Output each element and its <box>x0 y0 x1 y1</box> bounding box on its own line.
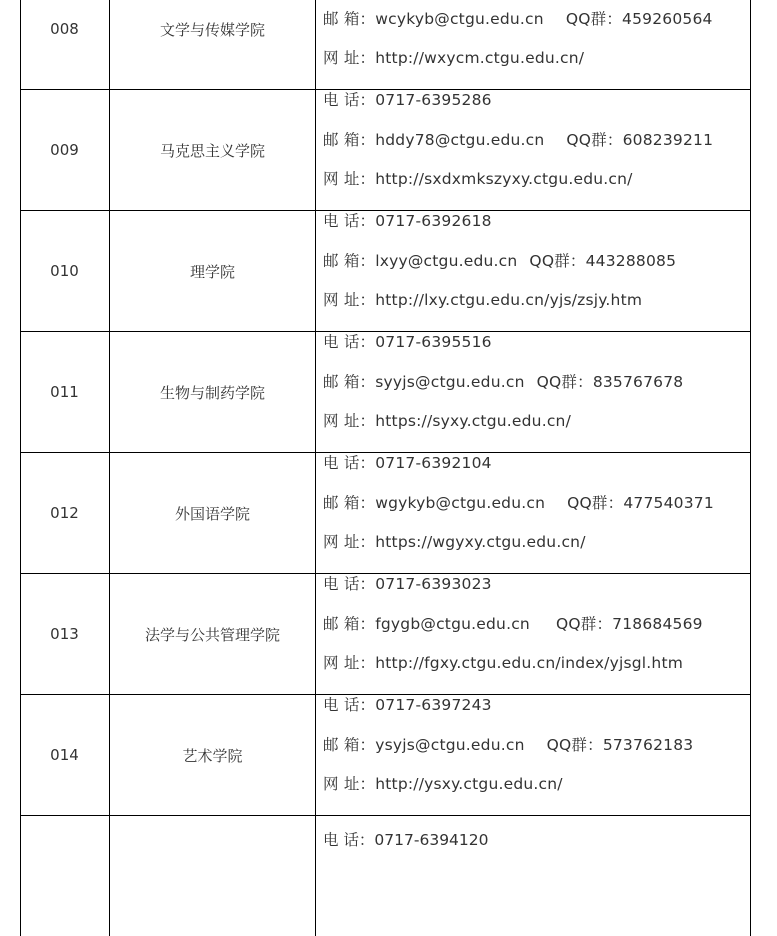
website-line <box>323 651 683 673</box>
college-code: 010 <box>50 262 79 280</box>
phone-line <box>323 451 492 473</box>
table-row <box>20 210 751 331</box>
phone-value: 0717-6395286 <box>375 91 492 109</box>
email-line <box>323 7 713 29</box>
contact-info <box>323 574 751 694</box>
email-label: 邮 箱： <box>323 615 376 633</box>
qq-label: QQ群： <box>536 373 593 391</box>
phone-label: 电 话： <box>323 454 376 472</box>
college-code: 011 <box>50 383 79 401</box>
qq-label: QQ群： <box>546 736 603 754</box>
qq-label: QQ群： <box>565 10 623 28</box>
website-line <box>323 530 586 552</box>
email-line <box>323 249 676 271</box>
website-link[interactable]: http://fgxy.ctgu.edu.cn/index/yjsgl.htm <box>375 654 684 672</box>
email-label: 邮 箱： <box>323 131 376 149</box>
qq-value: 835767678 <box>592 373 684 391</box>
contact-info <box>323 211 751 331</box>
phone-value: 0717-6397243 <box>375 696 492 714</box>
phone-line <box>323 572 492 594</box>
website-label: 网 址： <box>323 170 376 188</box>
website-label: 网 址： <box>323 533 376 551</box>
website-link[interactable]: http://wxycm.ctgu.edu.cn/ <box>375 49 585 67</box>
table-row <box>20 89 751 210</box>
college-code: 014 <box>50 746 79 764</box>
website-label: 网 址： <box>323 49 376 67</box>
qq-label: QQ群： <box>567 494 624 512</box>
table-row <box>20 331 751 452</box>
website-link[interactable]: http://lxy.ctgu.edu.cn/yjs/zsjy.htm <box>375 291 643 309</box>
contact-info <box>323 695 751 815</box>
phone-line <box>323 209 492 231</box>
phone-label: 电 话： <box>323 575 376 593</box>
website-label: 网 址： <box>323 291 376 309</box>
college-code: 008 <box>50 20 79 38</box>
table-row <box>20 452 751 573</box>
college-name: 生物与制药学院 <box>159 383 265 402</box>
website-line <box>323 288 642 310</box>
email-value[interactable]: syyjs@ctgu.edu.cn <box>375 373 525 391</box>
phone-line <box>323 88 492 110</box>
website-link[interactable]: http://ysxy.ctgu.edu.cn/ <box>375 775 563 793</box>
phone-value: 0717-6392618 <box>375 212 492 230</box>
email-line <box>323 733 693 755</box>
website-line <box>323 409 571 431</box>
college-name: 外国语学院 <box>174 504 250 523</box>
phone-value: 0717-6395516 <box>375 333 492 351</box>
college-code: 012 <box>50 504 79 522</box>
phone-label: 电 话： <box>323 333 376 351</box>
college-name: 文学与传媒学院 <box>159 20 265 39</box>
website-label: 网 址： <box>323 412 376 430</box>
college-code: 013 <box>50 625 79 643</box>
phone-line <box>323 330 492 352</box>
contact-info <box>323 90 751 210</box>
qq-label: QQ群： <box>529 252 586 270</box>
phone-label: 电 话： <box>323 696 376 714</box>
college-name: 马克思主义学院 <box>159 141 265 160</box>
email-line <box>323 491 714 513</box>
email-line <box>323 370 683 392</box>
qq-value: 459260564 <box>622 10 713 28</box>
college-name: 法学与公共管理学院 <box>144 625 280 644</box>
contact-info <box>323 0 751 89</box>
email-value[interactable]: lxyy@ctgu.edu.cn <box>375 252 518 270</box>
qq-value: 443288085 <box>585 252 677 270</box>
phone-line <box>323 693 492 715</box>
college-name: 理学院 <box>189 262 235 281</box>
email-value[interactable]: fgygb@ctgu.edu.cn <box>375 615 530 633</box>
website-link[interactable]: http://sxdxmkszyxy.ctgu.edu.cn/ <box>375 170 633 188</box>
email-value[interactable]: ysyjs@ctgu.edu.cn <box>375 736 525 754</box>
phone-value: 0717-6393023 <box>375 575 492 593</box>
phone-label: 电 话： <box>323 212 376 230</box>
email-label: 邮 箱： <box>323 736 376 754</box>
qq-value: 573762183 <box>602 736 694 754</box>
table-row <box>20 694 751 815</box>
email-line <box>323 128 713 150</box>
qq-label: QQ群： <box>566 131 623 149</box>
college-contact-table <box>20 0 751 936</box>
email-label: 邮 箱： <box>323 373 376 391</box>
qq-value: 608239211 <box>622 131 714 149</box>
qq-value: 718684569 <box>612 615 703 633</box>
email-label: 邮 箱： <box>323 252 376 270</box>
website-label: 网 址： <box>323 775 376 793</box>
email-value[interactable]: hddy78@ctgu.edu.cn <box>375 131 545 149</box>
email-value[interactable]: wgykyb@ctgu.edu.cn <box>375 494 546 512</box>
website-label: 网 址： <box>323 654 376 672</box>
website-link[interactable]: https://syxy.ctgu.edu.cn/ <box>375 412 571 430</box>
qq-label: QQ群： <box>555 615 613 633</box>
table-row-partial <box>20 815 751 936</box>
table-row <box>20 0 751 89</box>
contact-info <box>323 332 751 452</box>
college-code: 009 <box>50 141 79 159</box>
partial-phone-line: 电 话：0717-6394120 <box>323 831 489 849</box>
website-line <box>323 772 563 794</box>
table-body <box>20 0 751 936</box>
website-line <box>323 46 584 68</box>
phone-label: 电 话： <box>323 91 376 109</box>
website-line <box>323 167 633 189</box>
college-name: 艺术学院 <box>182 746 243 765</box>
phone-value: 0717-6392104 <box>375 454 492 472</box>
contact-info <box>323 453 751 573</box>
email-label: 邮 箱： <box>323 494 376 512</box>
table-row <box>20 573 751 694</box>
email-line <box>323 612 703 634</box>
website-link[interactable]: https://wgyxy.ctgu.edu.cn/ <box>375 533 586 551</box>
email-label: 邮 箱： <box>323 10 376 28</box>
email-value[interactable]: wcykyb@ctgu.edu.cn <box>375 10 544 28</box>
qq-value: 477540371 <box>623 494 714 512</box>
